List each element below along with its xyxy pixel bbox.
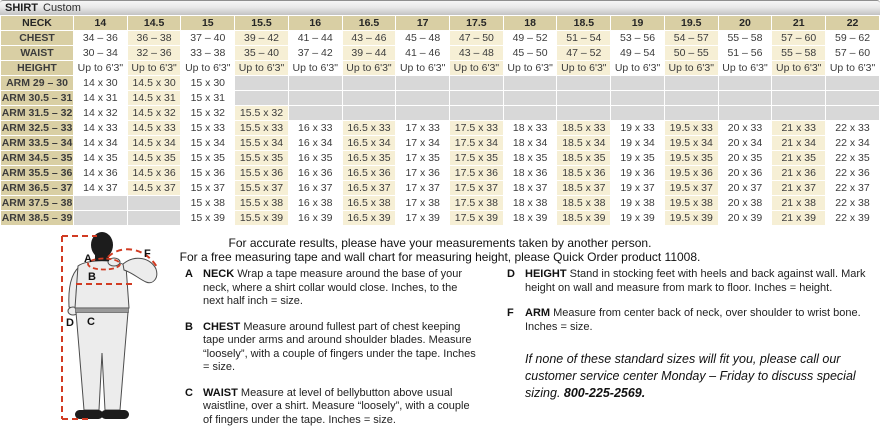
size-cell: 21 x 39 xyxy=(772,211,825,225)
empty-cell xyxy=(289,106,342,120)
empty-cell xyxy=(396,91,449,105)
size-cell: 22 x 34 xyxy=(826,136,879,150)
size-cell: 14 x 37 xyxy=(74,181,127,195)
size-cell: 19 x 37 xyxy=(611,181,664,195)
figure-label-height: D xyxy=(66,317,74,329)
table-row xyxy=(1,106,879,120)
figure-label-neck: A xyxy=(84,253,92,265)
size-cell: 16 x 39 xyxy=(289,211,342,225)
size-cell: Up to 6'3" xyxy=(611,61,664,75)
size-cell: 20 x 35 xyxy=(719,151,772,165)
size-cell: 14.5 x 37 xyxy=(128,181,181,195)
empty-cell xyxy=(772,106,825,120)
empty-cell xyxy=(128,196,181,210)
size-cell: 22 x 38 xyxy=(826,196,879,210)
size-cell: 14.5 x 35 xyxy=(128,151,181,165)
size-cell: 15.5 x 35 xyxy=(235,151,288,165)
size-cell: 18.5 x 38 xyxy=(557,196,610,210)
size-cell: 17 x 37 xyxy=(396,181,449,195)
size-cell: 22 x 35 xyxy=(826,151,879,165)
size-cell: 18 x 39 xyxy=(504,211,557,225)
size-cell: 17.5 x 38 xyxy=(450,196,503,210)
size-cell: 19.5 x 37 xyxy=(665,181,718,195)
size-cell: 18.5 x 36 xyxy=(557,166,610,180)
size-cell: 16 xyxy=(289,16,342,30)
size-cell: 17.5 x 33 xyxy=(450,121,503,135)
figure-label-chest: B xyxy=(88,271,96,283)
empty-cell xyxy=(719,106,772,120)
empty-cell xyxy=(128,211,181,225)
size-cell: 17.5 x 39 xyxy=(450,211,503,225)
size-cell: 22 x 39 xyxy=(826,211,879,225)
size-cell: 19.5 x 34 xyxy=(665,136,718,150)
size-cell: 14 x 31 xyxy=(74,91,127,105)
empty-cell xyxy=(343,91,396,105)
size-cell: 41 – 46 xyxy=(396,46,449,60)
chart-title-bar xyxy=(0,0,880,15)
size-cell: Up to 6'3" xyxy=(128,61,181,75)
measure-item-term: WAIST xyxy=(203,386,238,399)
size-cell: 14 x 32 xyxy=(74,106,127,120)
size-cell: 21 x 37 xyxy=(772,181,825,195)
instruction-column-right xyxy=(507,268,869,439)
empty-cell xyxy=(772,76,825,90)
empty-cell xyxy=(74,211,127,225)
size-cell: Up to 6'3" xyxy=(719,61,772,75)
size-cell: 17 x 39 xyxy=(396,211,449,225)
size-cell: 22 x 36 xyxy=(826,166,879,180)
size-cell: 17 x 36 xyxy=(396,166,449,180)
measure-item-B xyxy=(185,321,481,375)
size-cell: 16.5 xyxy=(343,16,396,30)
size-cell: 20 x 37 xyxy=(719,181,772,195)
size-cell: 17.5 xyxy=(450,16,503,30)
size-cell: 21 x 38 xyxy=(772,196,825,210)
size-cell: 32 – 36 xyxy=(128,46,181,60)
size-cell: 18 x 38 xyxy=(504,196,557,210)
size-cell: 14.5 x 33 xyxy=(128,121,181,135)
size-cell: 18.5 x 34 xyxy=(557,136,610,150)
row-label: ARM 29 – 30 xyxy=(1,76,73,90)
empty-cell xyxy=(289,91,342,105)
size-cell: 15.5 x 34 xyxy=(235,136,288,150)
empty-cell xyxy=(611,91,664,105)
size-cell: 18 x 34 xyxy=(504,136,557,150)
size-cell: 16.5 x 33 xyxy=(343,121,396,135)
measure-item-A xyxy=(185,268,481,309)
size-cell: 19 x 33 xyxy=(611,121,664,135)
size-cell: 18.5 x 33 xyxy=(557,121,610,135)
size-cell: 18 xyxy=(504,16,557,30)
chart-subtitle: Custom xyxy=(43,2,81,14)
row-label: CHEST xyxy=(1,31,73,45)
empty-cell xyxy=(611,106,664,120)
measure-item-term: ARM xyxy=(525,307,551,319)
size-cell: 43 – 46 xyxy=(343,31,396,45)
size-cell: 17.5 x 37 xyxy=(450,181,503,195)
empty-cell xyxy=(665,76,718,90)
measure-item-text: NECK Wrap a tape measure around the base of your neck, where a shirt collar would close. Inches, to the next half inch = size. xyxy=(203,268,463,307)
size-chart-table xyxy=(0,15,880,226)
size-cell: 55 – 58 xyxy=(772,46,825,60)
special-sizing-note xyxy=(525,351,869,402)
size-cell: 19.5 x 36 xyxy=(665,166,718,180)
customer-service-phone: 800-225-2569. xyxy=(563,386,646,400)
size-cell: 14 x 34 xyxy=(74,136,127,150)
measure-item-term: NECK xyxy=(203,268,235,280)
size-cell: 20 x 33 xyxy=(719,121,772,135)
size-cell: 19.5 xyxy=(665,16,718,30)
size-cell: 35 – 40 xyxy=(235,46,288,60)
size-cell: Up to 6'3" xyxy=(450,61,503,75)
figure-label-waist: C xyxy=(87,316,95,328)
size-cell: 53 – 56 xyxy=(611,31,664,45)
size-cell: 17 x 33 xyxy=(396,121,449,135)
size-cell: 16.5 x 39 xyxy=(343,211,396,225)
size-cell: 15 x 32 xyxy=(181,106,234,120)
size-cell: Up to 6'3" xyxy=(504,61,557,75)
measure-item-term: CHEST xyxy=(203,320,241,333)
size-cell: 34 – 36 xyxy=(74,31,127,45)
instruction-column-left xyxy=(185,268,481,439)
table-row xyxy=(1,46,879,60)
size-cell: Up to 6'3" xyxy=(665,61,718,75)
row-label: WAIST xyxy=(1,46,73,60)
size-cell: 15 x 31 xyxy=(181,91,234,105)
table-row xyxy=(1,211,879,225)
empty-cell xyxy=(235,91,288,105)
size-cell: 19 x 38 xyxy=(611,196,664,210)
row-label: ARM 31.5 – 32 xyxy=(1,107,73,119)
measure-item-letter: C xyxy=(185,386,193,399)
size-cell: 16 x 35 xyxy=(289,151,342,165)
size-cell: 16 x 37 xyxy=(289,181,342,195)
size-cell: 17 x 34 xyxy=(396,136,449,150)
table-row xyxy=(1,76,879,90)
empty-cell xyxy=(504,106,557,120)
row-label: ARM 32.5 – 33 xyxy=(1,122,73,134)
size-cell: 33 – 38 xyxy=(181,46,234,60)
row-label: ARM 36.5 – 37 xyxy=(1,182,73,194)
measure-item-term: HEIGHT xyxy=(525,268,567,280)
measure-item-C xyxy=(185,387,481,428)
size-cell: 30 – 34 xyxy=(74,46,127,60)
size-cell: 18.5 x 35 xyxy=(557,151,610,165)
size-cell: 21 x 34 xyxy=(772,136,825,150)
size-cell: 14 xyxy=(74,16,127,30)
row-label: ARM 35.5 – 36 xyxy=(1,167,73,179)
size-cell: 57 – 60 xyxy=(826,46,879,60)
empty-cell xyxy=(343,106,396,120)
size-cell: 20 x 36 xyxy=(719,166,772,180)
size-cell: 20 x 38 xyxy=(719,196,772,210)
empty-cell xyxy=(826,76,879,90)
size-cell: 18 x 35 xyxy=(504,151,557,165)
size-cell: 14.5 x 32 xyxy=(128,106,181,120)
size-cell: 36 – 38 xyxy=(128,31,181,45)
size-cell: 14 x 30 xyxy=(74,76,127,90)
table-row xyxy=(1,136,879,150)
size-cell: 15.5 x 36 xyxy=(235,166,288,180)
size-cell: 18.5 xyxy=(557,16,610,30)
size-cell: 50 – 55 xyxy=(665,46,718,60)
empty-cell xyxy=(450,76,503,90)
size-cell: 21 x 33 xyxy=(772,121,825,135)
size-cell: 15.5 x 32 xyxy=(235,106,288,120)
size-cell: Up to 6'3" xyxy=(181,61,234,75)
size-cell: 18 x 33 xyxy=(504,121,557,135)
size-cell: 16.5 x 37 xyxy=(343,181,396,195)
table-row xyxy=(1,181,879,195)
size-cell: 51 – 54 xyxy=(557,31,610,45)
size-cell: 19 x 39 xyxy=(611,211,664,225)
size-cell: 19.5 x 33 xyxy=(665,121,718,135)
size-cell: 18.5 x 37 xyxy=(557,181,610,195)
size-cell: 22 xyxy=(826,16,879,30)
size-cell: 18 x 36 xyxy=(504,166,557,180)
empty-cell xyxy=(826,106,879,120)
size-cell: 21 x 35 xyxy=(772,151,825,165)
size-cell: 22 x 37 xyxy=(826,181,879,195)
size-cell: 45 – 48 xyxy=(396,31,449,45)
size-cell: 16 x 38 xyxy=(289,196,342,210)
waistband xyxy=(76,308,129,313)
size-cell: 16.5 x 34 xyxy=(343,136,396,150)
empty-cell xyxy=(772,91,825,105)
row-label: ARM 37.5 – 38 xyxy=(1,197,73,209)
row-label: HEIGHT xyxy=(1,61,73,75)
empty-cell xyxy=(719,91,772,105)
size-cell: 15 x 34 xyxy=(181,136,234,150)
special-sizing-note-text: If none of these standard sizes will fit you, please call our customer service center Monday – Friday to discuss special sizing. xyxy=(525,352,856,400)
size-cell: 18.5 x 39 xyxy=(557,211,610,225)
size-cell: 17 x 35 xyxy=(396,151,449,165)
empty-cell xyxy=(450,91,503,105)
measure-item-text: HEIGHT Stand in stocking feet with heels and back against wall. Mark height on wall and measure from mark to floor. Inches = height. xyxy=(525,268,866,294)
empty-cell xyxy=(665,106,718,120)
size-cell: Up to 6'3" xyxy=(772,61,825,75)
empty-cell xyxy=(611,76,664,90)
size-cell: 19.5 x 39 xyxy=(665,211,718,225)
size-cell: 15 xyxy=(181,16,234,30)
empty-cell xyxy=(396,106,449,120)
size-cell: 14.5 x 31 xyxy=(128,91,181,105)
size-cell: 16 x 36 xyxy=(289,166,342,180)
empty-cell xyxy=(396,76,449,90)
size-cell: 15 x 37 xyxy=(181,181,234,195)
size-cell: 43 – 48 xyxy=(450,46,503,60)
empty-cell xyxy=(826,91,879,105)
size-cell: 21 xyxy=(772,16,825,30)
intro-line-1: For accurate results, please have your measurements taken by another person. xyxy=(228,236,652,250)
size-cell: Up to 6'3" xyxy=(826,61,879,75)
row-label: NECK xyxy=(1,16,73,30)
size-cell: 49 – 54 xyxy=(611,46,664,60)
row-label: ARM 33.5 – 34 xyxy=(1,137,73,149)
size-cell: 15 x 30 xyxy=(181,76,234,90)
measure-item-text: ARM Measure from center back of neck, over shoulder to wrist bone. Inches = size. xyxy=(525,307,861,333)
measure-item-letter: A xyxy=(185,268,193,280)
size-cell: 15.5 x 33 xyxy=(235,121,288,135)
size-cell: 37 – 40 xyxy=(181,31,234,45)
chart-title: SHIRT xyxy=(5,2,38,14)
size-cell: Up to 6'3" xyxy=(235,61,288,75)
size-cell: 21 x 36 xyxy=(772,166,825,180)
size-cell: 17 xyxy=(396,16,449,30)
size-cell: 16.5 x 35 xyxy=(343,151,396,165)
size-cell: 17.5 x 35 xyxy=(450,151,503,165)
table-row xyxy=(1,196,879,210)
size-cell: 15.5 x 38 xyxy=(235,196,288,210)
size-cell: 19 xyxy=(611,16,664,30)
measure-item-text: WAIST Measure at level of bellybutton above usual waistline, over a shirt. Measure “loosely”, with a couple of fingers under the tape. Inches = size. xyxy=(203,386,470,426)
empty-cell xyxy=(719,76,772,90)
empty-cell xyxy=(235,76,288,90)
size-cell: Up to 6'3" xyxy=(289,61,342,75)
size-cell: 16.5 x 36 xyxy=(343,166,396,180)
instruction-columns xyxy=(185,268,869,439)
empty-cell xyxy=(557,106,610,120)
intro-text xyxy=(0,236,880,264)
table-row xyxy=(1,166,879,180)
size-cell: 16.5 x 38 xyxy=(343,196,396,210)
table-row xyxy=(1,151,879,165)
size-cell: 19 x 36 xyxy=(611,166,664,180)
size-cell: 15 x 38 xyxy=(181,196,234,210)
table-row xyxy=(1,31,879,45)
size-cell: 18 x 37 xyxy=(504,181,557,195)
empty-cell xyxy=(665,91,718,105)
figure-label-arm: F xyxy=(144,248,151,260)
size-cell: 15 x 33 xyxy=(181,121,234,135)
size-cell: 15 x 39 xyxy=(181,211,234,225)
size-cell: 20 x 39 xyxy=(719,211,772,225)
size-cell: 14 x 35 xyxy=(74,151,127,165)
measure-item-letter: D xyxy=(507,268,515,280)
size-cell: 19 x 35 xyxy=(611,151,664,165)
size-cell: 19.5 x 38 xyxy=(665,196,718,210)
size-cell: 17.5 x 36 xyxy=(450,166,503,180)
size-cell: 15.5 xyxy=(235,16,288,30)
size-cell: 17.5 x 34 xyxy=(450,136,503,150)
size-cell: 15 x 35 xyxy=(181,151,234,165)
empty-cell xyxy=(557,76,610,90)
row-label: ARM 30.5 – 31 xyxy=(1,92,73,104)
measure-item-F xyxy=(507,307,869,334)
size-cell: 14 x 33 xyxy=(74,121,127,135)
row-label: ARM 34.5 – 35 xyxy=(1,152,73,164)
empty-cell xyxy=(557,91,610,105)
measuring-instructions-section xyxy=(0,226,880,445)
measure-item-text: CHEST Measure around fullest part of chest keeping tape under arms and around shoulder blades. Measure “loosely”, with a couple of fingers under the tape. Inches = size. xyxy=(203,320,476,373)
size-cell: 20 x 34 xyxy=(719,136,772,150)
size-cell: 15.5 x 37 xyxy=(235,181,288,195)
size-cell: 16 x 33 xyxy=(289,121,342,135)
size-cell: 22 x 33 xyxy=(826,121,879,135)
size-cell: 19 x 34 xyxy=(611,136,664,150)
size-cell: 17 x 38 xyxy=(396,196,449,210)
table-row xyxy=(1,16,879,30)
size-cell: 15 x 36 xyxy=(181,166,234,180)
size-cell: 14.5 x 36 xyxy=(128,166,181,180)
empty-cell xyxy=(343,76,396,90)
size-cell: 16 x 34 xyxy=(289,136,342,150)
size-cell: 47 – 52 xyxy=(557,46,610,60)
measure-item-letter: B xyxy=(185,320,193,333)
empty-cell xyxy=(289,76,342,90)
empty-cell xyxy=(504,91,557,105)
size-cell: 39 – 44 xyxy=(343,46,396,60)
empty-cell xyxy=(450,106,503,120)
empty-cell xyxy=(74,196,127,210)
size-cell: 57 – 60 xyxy=(772,31,825,45)
size-cell: 15.5 x 39 xyxy=(235,211,288,225)
empty-cell xyxy=(504,76,557,90)
size-cell: 37 – 42 xyxy=(289,46,342,60)
size-cell: Up to 6'3" xyxy=(557,61,610,75)
measure-item-letter: F xyxy=(507,307,514,319)
size-cell: 14 x 36 xyxy=(74,166,127,180)
size-cell: Up to 6'3" xyxy=(74,61,127,75)
table-row xyxy=(1,61,879,75)
size-cell: Up to 6'3" xyxy=(343,61,396,75)
size-cell: 20 xyxy=(719,16,772,30)
size-cell: 19.5 x 35 xyxy=(665,151,718,165)
table-row xyxy=(1,121,879,135)
size-cell: 59 – 62 xyxy=(826,31,879,45)
size-cell: Up to 6'3" xyxy=(396,61,449,75)
row-label: ARM 38.5 – 39 xyxy=(1,212,73,224)
size-cell: 55 – 58 xyxy=(719,31,772,45)
size-cell: 47 – 50 xyxy=(450,31,503,45)
measure-item-D xyxy=(507,268,869,295)
size-cell: 51 – 56 xyxy=(719,46,772,60)
size-cell: 14.5 x 34 xyxy=(128,136,181,150)
size-cell: 14.5 x 30 xyxy=(128,76,181,90)
table-row xyxy=(1,91,879,105)
intro-line-2: For a free measuring tape and wall chart for measuring height, please Quick Order product 11008. xyxy=(179,250,701,264)
size-cell: 54 – 57 xyxy=(665,31,718,45)
size-cell: 49 – 52 xyxy=(504,31,557,45)
size-cell: 41 – 44 xyxy=(289,31,342,45)
size-cell: 45 – 50 xyxy=(504,46,557,60)
size-cell: 39 – 42 xyxy=(235,31,288,45)
size-cell: 14.5 xyxy=(128,16,181,30)
